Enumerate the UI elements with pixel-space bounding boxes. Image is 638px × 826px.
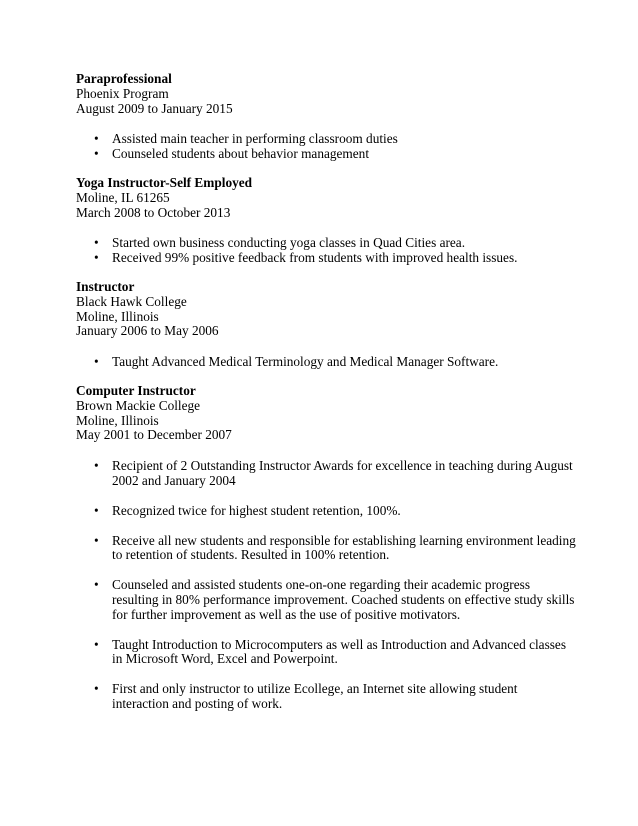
job-title: Yoga Instructor-Self Employed <box>76 174 253 190</box>
bullet-item: • Recognized twice for highest student retention, 100%. <box>76 504 576 519</box>
job-location: Moline, Illinois <box>76 412 159 428</box>
job-location: Moline, IL 61265 <box>76 189 170 205</box>
job-employer: Brown Mackie College <box>76 397 201 413</box>
bullet-item: • Assisted main teacher in performing classroom duties <box>76 132 576 147</box>
bullet-item: • Receive all new students and responsible for establishing learning environment leading to retention of students. Resulted in 100% retention. <box>76 534 576 564</box>
bullet-item: • First and only instructor to utilize Ecollege, an Internet site allowing student interaction and posting of work. <box>76 682 576 712</box>
job-entry-instructor <box>76 280 576 384</box>
bullet-item: • Received 99% positive feedback from students with improved health issues. <box>76 251 576 266</box>
job-title: Instructor <box>76 278 135 294</box>
bullet-item: • Recipient of 2 Outstanding Instructor Awards for excellence in teaching during August 2002 and January 2004 <box>76 459 576 489</box>
bullet-item: • Counseled students about behavior management <box>76 147 576 162</box>
job-bullets <box>76 459 576 712</box>
bullet-item: • Started own business conducting yoga classes in Quad Cities area. <box>76 236 576 251</box>
job-title: Paraprofessional <box>76 71 172 86</box>
job-dates: March 2008 to October 2013 <box>76 204 231 220</box>
job-entry-yoga-instructor <box>76 176 576 280</box>
job-title: Computer Instructor <box>76 382 196 398</box>
resume-page <box>76 72 576 712</box>
job-employer: Phoenix Program <box>76 85 169 101</box>
job-location: Moline, Illinois <box>76 308 159 324</box>
bullet-item: • Counseled and assisted students one-on-one regarding their academic progress resulting in 80% performance improvement. Coached students on effective study skills for further improvement as well as the use of positive motivators. <box>76 578 576 622</box>
bullet-item: • Taught Advanced Medical Terminology and Medical Manager Software. <box>76 355 576 370</box>
job-bullets <box>76 132 576 162</box>
job-bullets <box>76 355 576 370</box>
job-dates: January 2006 to May 2006 <box>76 323 219 339</box>
job-entry-computer-instructor <box>76 384 576 712</box>
job-dates: May 2001 to December 2007 <box>76 427 232 443</box>
job-employer: Black Hawk College <box>76 293 187 309</box>
bullet-item: • Taught Introduction to Microcomputers as well as Introduction and Advanced classes in Microsoft Word, Excel and Powerpoint. <box>76 638 576 668</box>
job-entry-paraprofessional <box>76 72 576 176</box>
job-bullets <box>76 236 576 266</box>
job-dates: August 2009 to January 2015 <box>76 100 233 116</box>
